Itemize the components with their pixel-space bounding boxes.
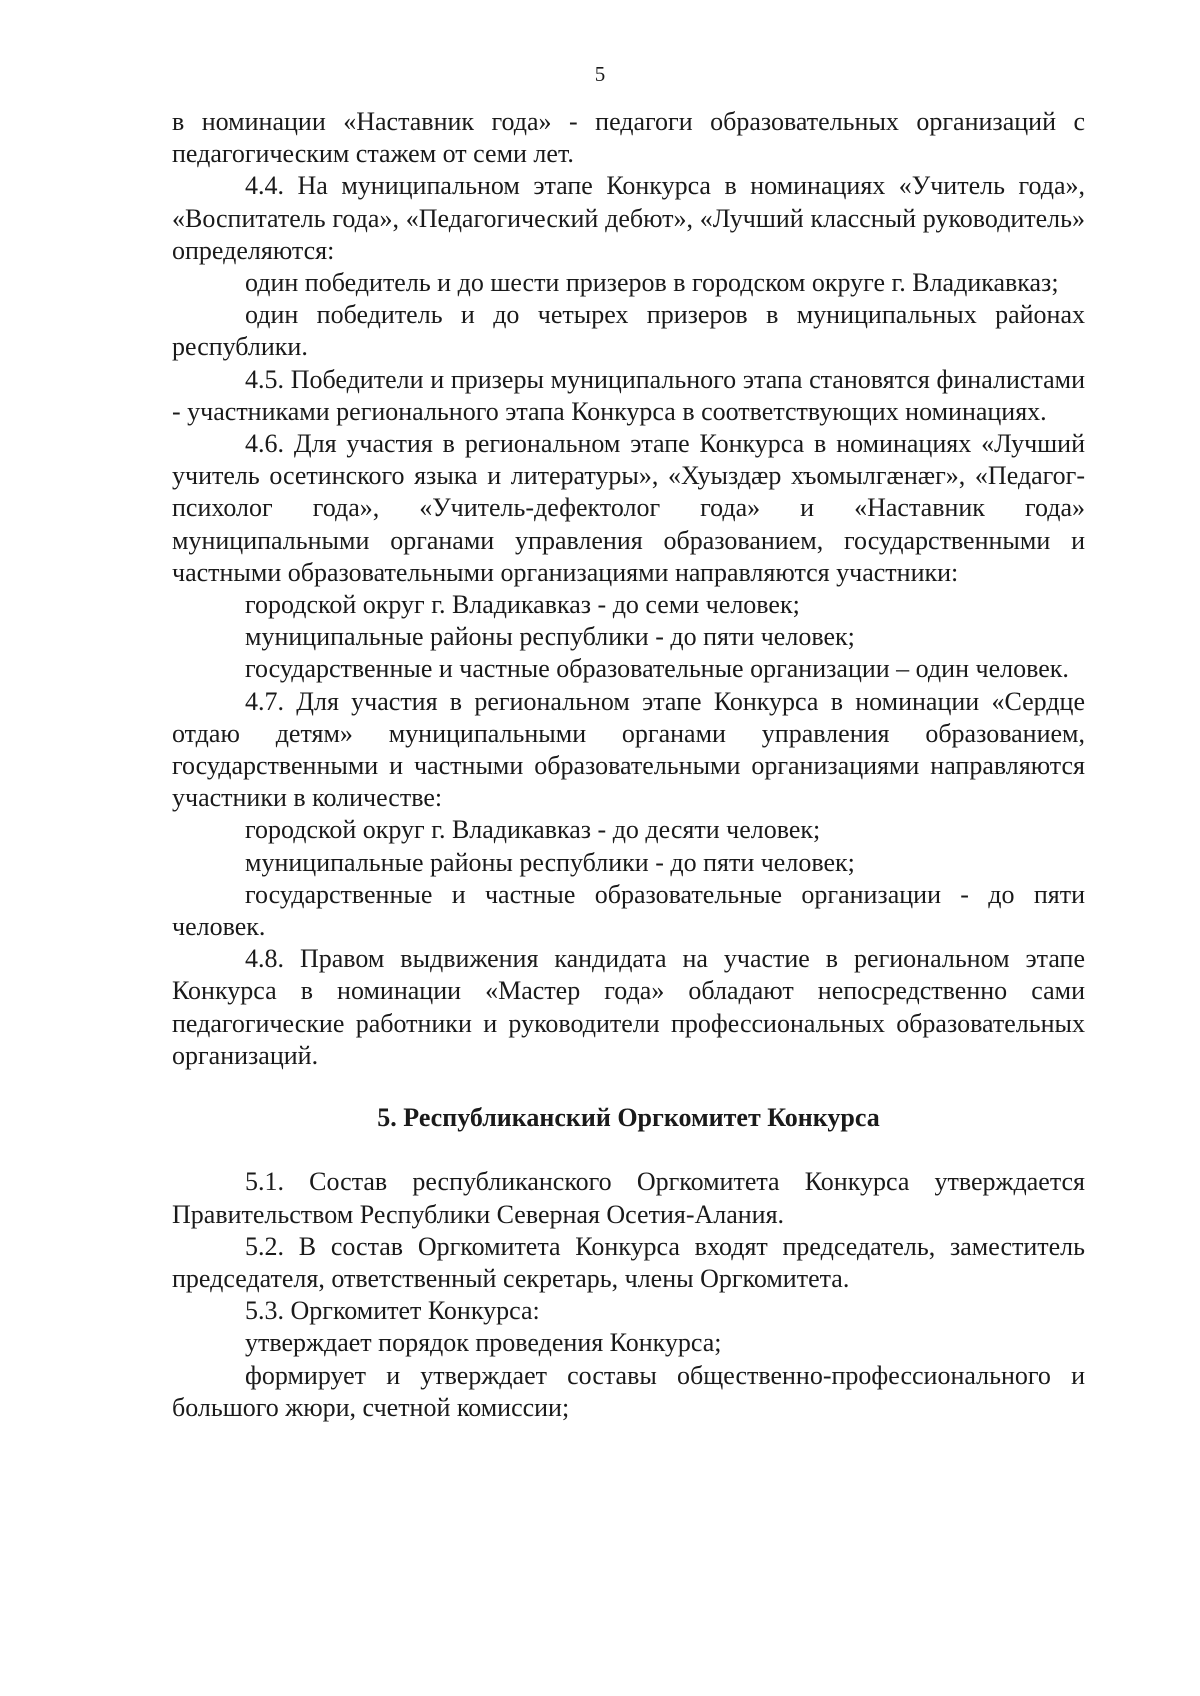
paragraph: городской округ г. Владикавказ - до десяти человек; — [245, 815, 821, 845]
section-heading: 5. Республиканский Оргкомитет Конкурса — [377, 1103, 880, 1133]
paragraph: 4.6. Для участия в региональном этапе Конкурса в номинациях «Лучший учитель осетинского языка и литературы», «Хуыздæр хъомылгæнæг», «Педагог-психолог года», «Учитель-дефектолог года» и «Наставник года» муниципальными органами управления образованием, государственными и частными образовательными организациями направляются участники: — [172, 429, 1085, 587]
paragraph: 5.2. В состав Оргкомитета Конкурса входят председатель, заместитель председателя, ответственный секретарь, члены Оргкомитета. — [172, 1231, 1085, 1293]
paragraph: в номинации «Наставник года» - педагоги образовательных организаций с педагогическим стажем от семи лет. — [172, 107, 1085, 169]
paragraph: муниципальные районы республики - до пяти человек; — [245, 622, 855, 652]
paragraph: муниципальные районы республики - до пяти человек; — [245, 847, 855, 877]
paragraph: государственные и частные образовательные организации - до пяти человек. — [172, 879, 1085, 942]
paragraph: 4.4. На муниципальном этапе Конкурса в номинациях «Учитель года», «Воспитатель года», «Педагогический дебют», «Лучший классный руководитель» определяются: — [172, 171, 1085, 265]
paragraph: 5.1. Состав республиканского Оргкомитета Конкурса утверждается Правительством Республики Северная Осетия-Алания. — [172, 1167, 1085, 1229]
paragraph: 5.3. Оргкомитет Конкурса: — [245, 1296, 540, 1326]
paragraph: 4.7. Для участия в региональном этапе Конкурса в номинации «Сердце отдаю детям» муниципальными органами управления образованием, государственными и частными образовательными организациями направляются участники в количестве: — [172, 686, 1085, 813]
document-body — [172, 106, 1085, 1424]
page-number: 5 — [594, 62, 606, 86]
paragraph: один победитель и до шести призеров в городском округе г. Владикавказ; — [245, 268, 1059, 298]
paragraph: городской округ г. Владикавказ - до семи человек; — [245, 590, 800, 620]
paragraph: 4.8. Правом выдвижения кандидата на участие в региональном этапе Конкурса в номинации «Мастер года» обладают непосредственно сами педагогические работники и руководители профессиональных образовательных организаций. — [172, 944, 1085, 1070]
paragraph: утверждает порядок проведения Конкурса; — [245, 1328, 722, 1358]
paragraph: формирует и утверждает составы общественно-профессионального и большого жюри, счетной комиссии; — [172, 1360, 1085, 1422]
paragraph: 4.5. Победители и призеры муниципального этапа становятся финалистами - участниками регионального этапа Конкурса в соответствующих номинациях. — [172, 364, 1085, 426]
paragraph: один победитель и до четырех призеров в муниципальных районах республики. — [172, 300, 1085, 362]
paragraph: государственные и частные образовательные организации – один человек. — [245, 654, 1069, 684]
